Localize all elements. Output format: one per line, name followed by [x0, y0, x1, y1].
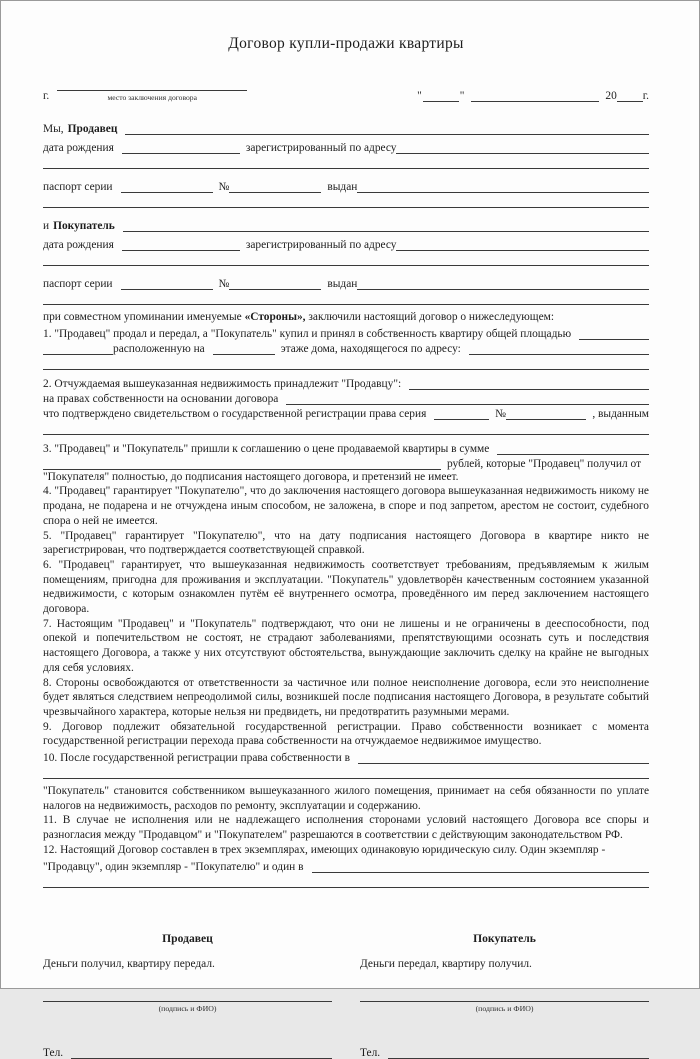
basis-contract-field[interactable] — [286, 391, 649, 405]
preamble — [43, 310, 649, 325]
buyer-addr-continuation-field[interactable] — [43, 256, 649, 266]
header-row — [43, 77, 649, 102]
buyer-name-field[interactable] — [123, 218, 649, 232]
quote-open: " — [417, 90, 422, 102]
buyer-signature-header: Покупатель — [473, 931, 536, 945]
place-field-wrap — [57, 77, 247, 102]
clause-11: 11. В случае не исполнения или не надлежащего исполнения сторонами условий настоящего Договора все споры и разногласия между "Продавцом" и "Покупателем" разрешаются в соответствии с действующим законодательством РФ. — [43, 814, 649, 842]
buyer-passport-row — [43, 271, 649, 290]
buyer-dob-row — [43, 232, 649, 251]
clause-10-continuation: "Покупатель" становится собственником вышеуказанного жилого помещения, принимает на себя обязанности по уплате налогов на недвижимость, расходов по ремонту, эксплуатации и содержанию. — [43, 785, 649, 812]
seller-passport-label: паспорт серии — [43, 181, 113, 193]
third-copy-holder-field[interactable] — [312, 859, 650, 873]
seller-dob-row — [43, 135, 649, 154]
seller-issued-continuation-field[interactable] — [43, 198, 649, 208]
preamble-post: заключили настоящий договор о нижеследующем: — [308, 311, 555, 323]
seller-signature-caption: (подпись и ФИО) — [158, 1003, 217, 1013]
clause-3-line-1 — [43, 440, 649, 455]
preamble-parties: «Стороны», — [244, 311, 306, 323]
area-continuation-field[interactable] — [43, 341, 113, 355]
area-field[interactable] — [579, 326, 649, 340]
clause-2-text-b: на правах собственности на основании договора — [43, 392, 279, 405]
registry-authority-field[interactable] — [358, 750, 649, 764]
seller-intro-label: Мы, — [43, 123, 64, 135]
seller-statement: Деньги получил, квартиру передал. — [43, 957, 215, 970]
reg-series-field[interactable] — [434, 406, 489, 420]
seller-passport-row — [43, 174, 649, 193]
seller-passport-no-label: № — [218, 181, 230, 193]
seller-phone-label: Тел. — [43, 1046, 64, 1059]
seller-issued-field[interactable] — [357, 179, 649, 193]
buyer-dob-field[interactable] — [122, 237, 240, 251]
date-year-field[interactable] — [617, 88, 643, 102]
seller-signature-block — [43, 932, 332, 1059]
buyer-intro-label: и — [43, 220, 50, 232]
seller-signature-header: Продавец — [162, 931, 213, 945]
seller-dob-label: дата рождения — [43, 142, 114, 154]
clause-1-text-a: 1. "Продавец" продал и передал, а "Покупатель" купил и принял в собственность квартиру общей площадью — [43, 327, 572, 340]
seller-passport-series-field[interactable] — [121, 179, 213, 193]
buyer-phone-label: Тел. — [360, 1046, 381, 1059]
clause-12-line-1: 12. Настоящий Договор составлен в трех экземплярах, имеющих одинаковую юридическую силу. Один экземпляр - — [43, 843, 606, 856]
floor-field[interactable] — [213, 341, 275, 355]
clause-3-line-2 — [43, 455, 649, 470]
clause-1-line-1 — [43, 325, 649, 340]
clause-2-text-a: 2. Отчуждаемая вышеуказанная недвижимость принадлежит "Продавцу": — [43, 377, 402, 390]
buyer-signature-block — [360, 932, 649, 1059]
ownership-field[interactable] — [409, 376, 649, 390]
page-title: Договор купли-продажи квартиры — [228, 35, 464, 52]
clause-12-line-2 — [43, 858, 649, 873]
clause-7: 7. Настоящим "Продавец" и "Покупатель" подтверждают, что они не лишены и не ограничены в дееспособности, под опекой и попечительством не состоят, не страдают заболеваниями, препятствующими осознать суть и последствия настоящего Договора, а также у них отсутствуют обстоятельства, вынуждающие заключить сделку на крайне не выгодных для себя условиях. — [43, 617, 649, 674]
preamble-pre: при совместном упоминании именуемые — [43, 311, 242, 323]
date-day-field[interactable] — [423, 88, 459, 102]
reg-issued-continuation-field[interactable] — [43, 425, 649, 435]
buyer-issued-field[interactable] — [357, 276, 649, 290]
buyer-statement: Деньги передал, квартиру получил. — [360, 957, 532, 970]
seller-issued-label: выдан — [327, 181, 358, 193]
clause-3-text-c: "Покупателя" полностью, до подписания настоящего договора, и претензий не имеет. — [43, 470, 459, 483]
buyer-role-label: Покупатель — [53, 220, 115, 232]
seller-phone-field[interactable] — [71, 1045, 332, 1059]
clause-9: 9. Договор подлежит обязательной государственной регистрации. Право собственности возникает с момента государственной регистрации перехода права собственности на отчуждаемое недвижимое имущество. — [43, 720, 649, 748]
buyer-dob-label: дата рождения — [43, 239, 114, 251]
date-group — [416, 88, 649, 102]
buyer-passport-label: паспорт серии — [43, 278, 113, 290]
buyer-addr-field[interactable] — [396, 237, 649, 251]
clause-2-line-2 — [43, 390, 649, 405]
seller-passport-number-field[interactable] — [229, 179, 321, 193]
address-continuation-field[interactable] — [43, 360, 649, 370]
clause-12-text: "Продавцу", один экземпляр - "Покупателю" и один в — [43, 860, 304, 873]
year-prefix: 20 — [605, 90, 617, 102]
clause-6: 6. "Продавец" гарантирует, что вышеуказанная недвижимость соответствует требованиям, предъявляемым к жилым помещениям, пригодна для проживания и эксплуатации. "Покупатель" удовлетворён качественным состоянием указанной недвижимости, с которым ознакомлен путём её внутреннего осмотра, проведённого им перед заключением настоящего договора. — [43, 558, 649, 616]
clause-2-line-1 — [43, 375, 649, 390]
clause-3-text-b: рублей, которые "Продавец" получил от — [447, 457, 642, 470]
clause-2-text-c: что подтверждено свидетельством о государственной регистрации права серия — [43, 407, 427, 420]
buyer-passport-no-label: № — [218, 278, 230, 290]
clause-2-text-d: , выданным — [592, 407, 649, 420]
clause-4: 4. "Продавец" гарантирует "Покупателю", что до заключения настоящего договора вышеуказанная недвижимость никому не продана, не подарена и не отчуждена иным способом, не заложена, в споре и под запретом, арестом не состоит, судебного спора о ней не имеется. — [43, 485, 649, 527]
address-field[interactable] — [469, 341, 649, 355]
year-suffix: г. — [642, 90, 649, 102]
clause-10-line — [43, 749, 649, 764]
buyer-issued-label: выдан — [327, 278, 358, 290]
date-month-field[interactable] — [471, 88, 599, 102]
seller-dob-field[interactable] — [122, 140, 240, 154]
signatures-section — [43, 932, 649, 1059]
reg-number-field[interactable] — [506, 406, 586, 420]
place-field[interactable] — [57, 77, 247, 91]
clause-5: 5. "Продавец" гарантирует "Покупателю", что на дату подписания настоящего Договора в квартире никто не зарегистрирован, что подтверждается соответствующей справкой. — [43, 529, 649, 557]
quote-close: " — [459, 90, 465, 102]
seller-name-field[interactable] — [125, 121, 649, 135]
registry-continuation-field[interactable] — [43, 769, 649, 779]
buyer-signature-caption: (подпись и ФИО) — [475, 1003, 534, 1013]
clause-1-text-b: расположенную на — [113, 342, 205, 355]
seller-addr-continuation-field[interactable] — [43, 159, 649, 169]
buyer-phone-row — [360, 1040, 649, 1059]
price-continuation-field[interactable] — [43, 456, 441, 470]
city-prefix-label: г. — [43, 90, 50, 102]
clause-8: 8. Стороны освобождаются от ответственности за частичное или полное неисполнение договора, если это неисполнение будет являться следствием непреодолимой силы, возникшей после подписания настоящего Договора, в результате событий чрезвычайного характера, которые нельзя ни предвидеть, ни предотвратить разумными мерами. — [43, 676, 649, 718]
buyer-passport-series-field[interactable] — [121, 276, 213, 290]
spacer — [43, 106, 649, 116]
clause-2-line-3 — [43, 405, 649, 420]
buyer-phone-field[interactable] — [388, 1045, 649, 1059]
clause-1-line-2 — [43, 340, 649, 355]
seller-phone-row — [43, 1040, 332, 1059]
seller-name-row — [43, 116, 649, 135]
seller-addr-field[interactable] — [396, 140, 649, 154]
clause-3-text-a: 3. "Продавец" и "Покупатель" пришли к соглашению о цене продаваемой квартиры в сумме — [43, 442, 490, 455]
third-copy-continuation-field[interactable] — [43, 878, 649, 888]
buyer-issued-continuation-field[interactable] — [43, 295, 649, 305]
seller-addr-label: зарегистрированный по адресу — [245, 142, 397, 154]
seller-role-label: Продавец — [67, 123, 118, 135]
buyer-passport-number-field[interactable] — [229, 276, 321, 290]
buyer-addr-label: зарегистрированный по адресу — [245, 239, 397, 251]
place-caption: место заключения договора — [107, 93, 197, 102]
clause-1-text-c: этаже дома, находящегося по адресу: — [280, 342, 461, 355]
buyer-name-row — [43, 213, 649, 232]
price-field[interactable] — [497, 441, 649, 455]
reg-no-label: № — [495, 407, 507, 420]
place-group — [43, 77, 247, 102]
clause-10-text: 10. После государственной регистрации права собственности в — [43, 752, 350, 765]
